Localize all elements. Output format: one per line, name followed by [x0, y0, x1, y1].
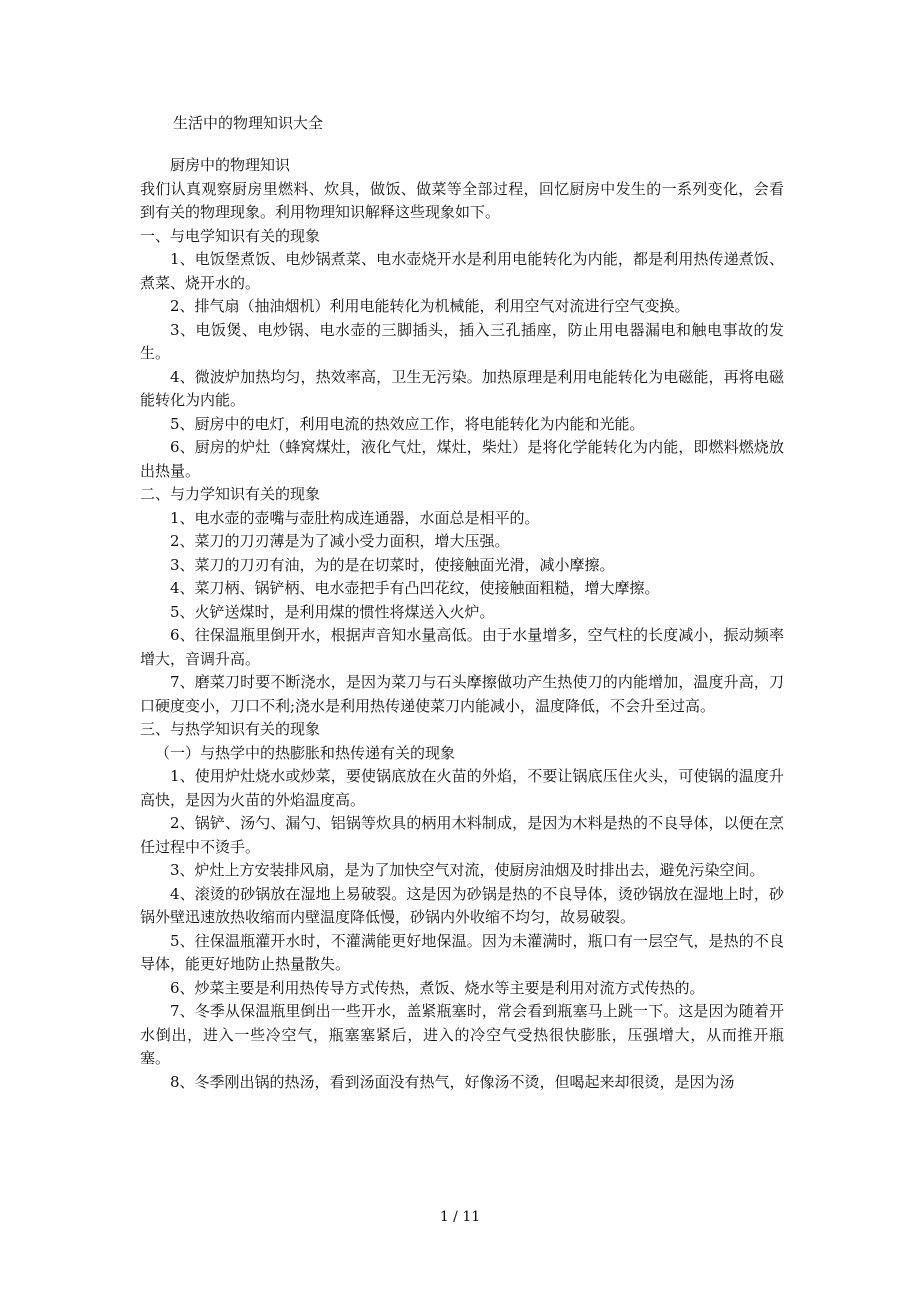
- part1-item: 1、电饭堡煮饭、电炒锅煮菜、电水壶烧开水是利用电能转化为内能，都是利用热传递煮饭、煮菜、烧开水的。: [140, 250, 784, 292]
- document-title: 生活中的物理知识大全: [173, 114, 324, 132]
- part3-item: 3、炉灶上方安装排风扇，是为了加快空气对流，使厨房油烟及时排出去，避免污染空间。: [170, 861, 765, 879]
- part1-item: 6、厨房的炉灶（蜂窝煤灶，液化气灶，煤灶，柴灶）是将化学能转化为内能，即燃料燃烧放出热量。: [140, 438, 784, 480]
- part1-item: 4、微波炉加热均匀，热效率高，卫生无污染。加热原理是利用电能转化为电磁能，再将电磁能转化为内能。: [140, 367, 784, 409]
- part3-item: 2、锅铲、汤勺、漏勺、铝锅等炊具的柄用木料制成，是因为木料是热的不良导体，以便在烹任过程中不烫手。: [140, 814, 784, 856]
- part3-item: 8、冬季刚出锅的热汤，看到汤面没有热气，好像汤不烫，但喝起来却很烫，是因为汤: [170, 1072, 735, 1091]
- part1-heading: 一、与电学知识有关的现象: [140, 226, 321, 245]
- part2-item: 4、菜刀柄、锅铲柄、电水壶把手有凸凹花纹，使接触面粗糙，增大摩擦。: [170, 579, 660, 597]
- part2-item: 5、火铲送煤时，是利用煤的惯性将煤送入火炉。: [170, 602, 495, 621]
- part2-item: 2、菜刀的刀刃薄是为了减小受力面积，增大压强。: [170, 532, 510, 550]
- section-title: 厨房中的物理知识: [170, 156, 291, 174]
- part3-subheading: （一）与热学中的热膨胀和热传递有关的现象: [155, 743, 456, 762]
- part2-item: 3、菜刀的刀刃有油，为的是在切菜时，使接触面光滑，减小摩擦。: [170, 555, 615, 574]
- part3-item: 5、往保温瓶灌开水时，不灌满能更好地保温。因为未灌满时，瓶口有一层空气，是热的不良导体，能更好地防止热量散失。: [140, 931, 784, 973]
- part3-item: 1、使用炉灶烧水或炒菜，要使锅底放在火苗的外焰，不要让锅底压住火头，可使锅的温度升高快，是因为火苗的外焰温度高。: [140, 767, 784, 809]
- intro-paragraph: 我们认真观察厨房里燃料、炊具，做饭、做菜等全部过程，回忆厨房中发生的一系列变化，会看到有关的物理现象。利用物理知识解释这些现象如下。: [140, 179, 784, 221]
- document-body: [140, 154, 784, 1094]
- part3-item: 4、滚烫的砂锅放在湿地上易破裂。这是因为砂锅是热的不良导体，烫砂锅放在湿地上时，砂锅外壁迅速放热收缩而内壁温度降低慢，砂锅内外收缩不均匀，故易破裂。: [140, 884, 784, 926]
- part2-item: 7、磨菜刀时要不断浇水，是因为菜刀与石头摩擦做功产生热使刀的内能增加，温度升高，刀口硬度变小，刀口不利;浇水是利用热传递使菜刀内能减小，温度降低，不会升至过高。: [140, 673, 784, 715]
- part2-heading: 二、与力学知识有关的现象: [140, 485, 321, 503]
- part3-item: 6、炒菜主要是利用热传导方式传热，煮饭、烧水等主要是利用对流方式传热的。: [170, 978, 705, 997]
- part3-heading: 三、与热学知识有关的现象: [140, 720, 321, 738]
- part1-item: 5、厨房中的电灯，利用电流的热效应工作，将电能转化为内能和光能。: [170, 414, 645, 433]
- page-number: 1 / 11: [439, 1209, 481, 1225]
- part2-item: 1、电水壶的壶嘴与壶肚构成连通器，水面总是相平的。: [170, 508, 540, 527]
- part1-item: 2、排气扇（抽油烟机）利用电能转化为机械能，利用空气对流进行空气变换。: [170, 297, 690, 315]
- part3-item: 7、冬季从保温瓶里倒出一些开水，盖紧瓶塞时，常会看到瓶塞马上跳一下。这是因为随着开水倒出，进入一些冷空气，瓶塞塞紧后，进入的冷空气受热很快膨胀，压强增大，从而推开瓶塞。: [140, 1002, 784, 1067]
- part2-item: 6、往保温瓶里倒开水，根据声音知水量高低。由于水量增多，空气柱的长度减小，振动频率增大，音调升高。: [140, 626, 784, 668]
- part1-item: 3、电饭煲、电炒锅、电水壶的三脚插头，插入三孔插座，防止用电器漏电和触电事故的发生。: [140, 320, 784, 362]
